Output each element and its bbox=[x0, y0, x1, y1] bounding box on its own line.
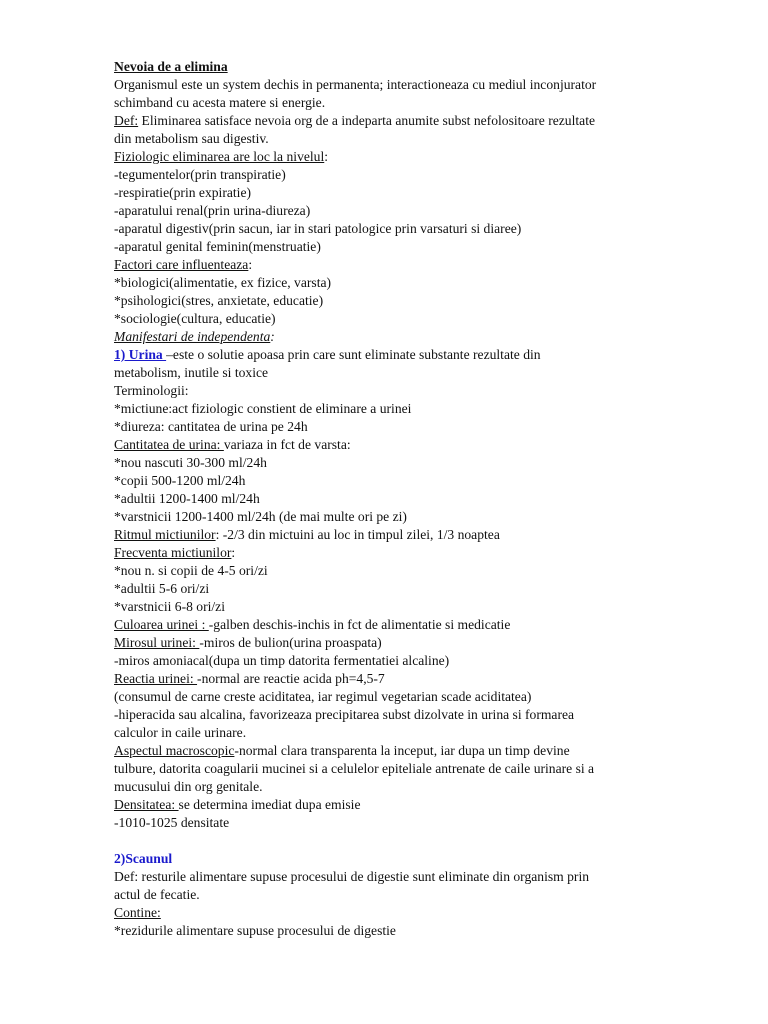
frecventa-heading: Frecventa mictiunilor: bbox=[114, 545, 236, 560]
frecventa-item: *varstnicii 6-8 ori/zi bbox=[114, 599, 225, 614]
aspectul-item: mucusului din org genitale. bbox=[114, 779, 263, 794]
definition-line: Def: Eliminarea satisface nevoia org de a indeparta anumite subst nefolositoare rezultate bbox=[114, 113, 596, 128]
ritmul-line: Ritmul mictiunilor: -2/3 din mictuini au loc in timpul zilei, 1/3 noaptea bbox=[114, 527, 500, 542]
document-title: Nevoia de a elimina bbox=[114, 59, 228, 74]
mirosul-line: Mirosul urinei: -miros de bulion(urina proaspata) bbox=[114, 635, 382, 650]
factor-item: *psihologici(stres, anxietate, educatie) bbox=[114, 293, 324, 308]
intro-line-2: schimband cu acesta matere si energie. bbox=[114, 95, 326, 110]
level-item: -tegumentelor(prin transpiratie) bbox=[114, 167, 286, 182]
intro-line-1: Organismul este un system dechis in permanenta; interactioneaza cu mediul inconjurator bbox=[114, 77, 597, 92]
level-item: -aparatul genital feminin(menstruatie) bbox=[114, 239, 321, 254]
scaunul-def-line-2: actul de fecatie. bbox=[114, 887, 200, 902]
document-page bbox=[114, 58, 654, 940]
frecventa-item: *nou n. si copii de 4-5 ori/zi bbox=[114, 563, 268, 578]
reactia-line: Reactia urinei: -normal are reactie acida ph=4,5-7 bbox=[114, 671, 385, 686]
cantitate-item: *nou nascuti 30-300 ml/24h bbox=[114, 455, 267, 470]
reactia-item: (consumul de carne creste aciditatea, iar regimul vegetarian scade aciditatea) bbox=[114, 689, 532, 704]
blank-line bbox=[114, 832, 654, 850]
mirosul-line-2: -miros amoniacal(dupa un timp datorita fermentatiei alcaline) bbox=[114, 653, 450, 668]
factor-item: *sociologie(cultura, educatie) bbox=[114, 311, 276, 326]
scaunul-heading: 2)Scaunul bbox=[114, 851, 173, 866]
densitatea-line: Densitatea: se determina imediat dupa emisie bbox=[114, 797, 361, 812]
frecventa-item: *adultii 5-6 ori/zi bbox=[114, 581, 210, 596]
urina-line: 1) Urina –este o solutie apoasa prin care sunt eliminate substante rezultate din bbox=[114, 347, 541, 362]
factori-heading: Factori care influenteaza: bbox=[114, 257, 253, 272]
densitatea-line-2: -1010-1025 densitate bbox=[114, 815, 230, 830]
reactia-item: -hiperacida sau alcalina, favorizeaza precipitarea subst dizolvate in urina si formarea bbox=[114, 707, 575, 722]
factor-item: *biologici(alimentatie, ex fizice, varsta) bbox=[114, 275, 332, 290]
definition-line-2: din metabolism sau digestiv. bbox=[114, 131, 269, 146]
cantitate-item: *copii 500-1200 ml/24h bbox=[114, 473, 246, 488]
aspectul-item: tulbure, datorita coagularii mucinei si a celulelor epiteliale antrenate de caile urinare si a bbox=[114, 761, 595, 776]
urina-def-line-2: metabolism, inutile si toxice bbox=[114, 365, 269, 380]
term-item: *diureza: cantitatea de urina pe 24h bbox=[114, 419, 308, 434]
terminologii-label: Terminologii: bbox=[114, 383, 189, 398]
fiziologic-heading: Fiziologic eliminarea are loc la nivelul: bbox=[114, 149, 329, 164]
scaunul-def-line-1: Def: resturile alimentare supuse procesului de digestie sunt eliminate din organism prin bbox=[114, 869, 590, 884]
cantitate-item: *adultii 1200-1400 ml/24h bbox=[114, 491, 260, 506]
contine-item: *rezidurile alimentare supuse procesului de digestie bbox=[114, 923, 396, 938]
cantitate-item: *varstnicii 1200-1400 ml/24h (de mai multe ori pe zi) bbox=[114, 509, 407, 524]
definition-label: Def: bbox=[114, 113, 139, 128]
aspectul-line: Aspectul macroscopic-normal clara transparenta la inceput, iar dupa un timp devine bbox=[114, 743, 570, 758]
reactia-item: calculor in caile urinare. bbox=[114, 725, 247, 740]
contine-heading: Contine: bbox=[114, 905, 161, 920]
manifestari-heading: Manifestari de independenta: bbox=[114, 329, 275, 344]
level-item: -aparatul digestiv(prin sacun, iar in stari patologice prin varsaturi si diaree) bbox=[114, 221, 522, 236]
cantitatea-line: Cantitatea de urina: variaza in fct de varsta: bbox=[114, 437, 351, 452]
urina-heading: 1) Urina bbox=[114, 347, 167, 362]
level-item: -aparatului renal(prin urina-diureza) bbox=[114, 203, 311, 218]
term-item: *mictiune:act fiziologic constient de eliminare a urinei bbox=[114, 401, 412, 416]
level-item: -respiratie(prin expiratie) bbox=[114, 185, 251, 200]
culoarea-line: Culoarea urinei : -galben deschis-inchis in fct de alimentatie si medicatie bbox=[114, 617, 511, 632]
